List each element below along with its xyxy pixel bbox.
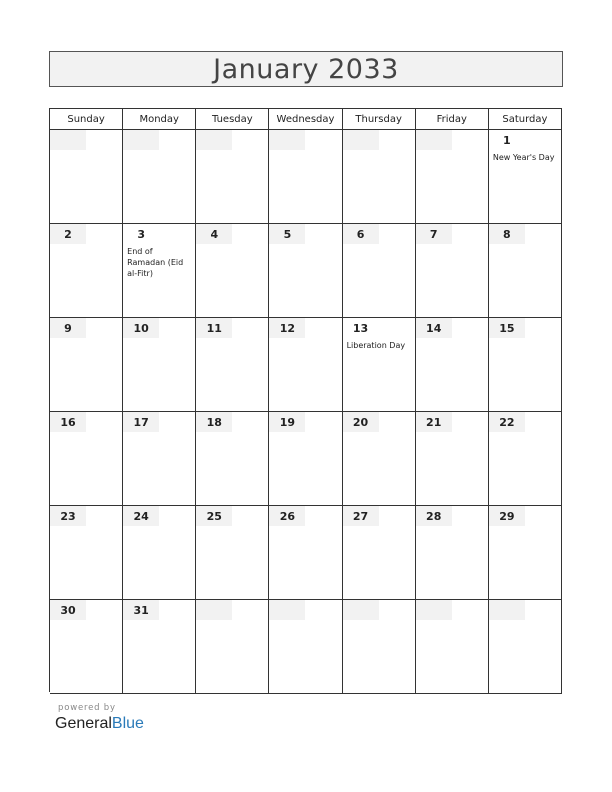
week-row [50, 130, 562, 224]
day-cell [269, 506, 342, 600]
day-cell [343, 506, 416, 600]
day-cell [489, 318, 562, 412]
day-number: 7 [416, 224, 452, 244]
day-number [416, 600, 452, 620]
day-number: 31 [123, 600, 159, 620]
day-number: 20 [343, 412, 379, 432]
day-number [343, 600, 379, 620]
day-cell [196, 412, 269, 506]
day-number: 5 [269, 224, 305, 244]
powered-by-label: powered by [58, 703, 116, 713]
calendar-title: January 2033 [49, 51, 563, 87]
day-cell [123, 130, 196, 224]
day-cell [196, 600, 269, 694]
day-number: 1 [503, 133, 511, 147]
day-number: 9 [50, 318, 86, 338]
calendar-grid [49, 108, 562, 692]
brand-blue-text: Blue [111, 715, 144, 732]
day-number: 26 [269, 506, 305, 526]
weekday-saturday: Saturday [489, 109, 562, 130]
day-number: 18 [196, 412, 232, 432]
day-cell [416, 600, 489, 694]
day-number: 3 [137, 227, 145, 241]
day-number [50, 130, 86, 150]
day-cell [196, 130, 269, 224]
day-cell [489, 412, 562, 506]
day-number: 2 [50, 224, 86, 244]
day-cell [123, 224, 196, 318]
day-cell [489, 600, 562, 694]
brand-logo [55, 715, 144, 733]
day-cell [269, 600, 342, 694]
day-cell [269, 412, 342, 506]
week-row [50, 506, 562, 600]
day-cell [269, 130, 342, 224]
day-number: 15 [489, 318, 525, 338]
day-number: 27 [343, 506, 379, 526]
day-cell [123, 506, 196, 600]
brand-general-text: General [55, 715, 112, 732]
day-cell [123, 412, 196, 506]
day-cell [196, 506, 269, 600]
day-number: 14 [416, 318, 452, 338]
day-number: 25 [196, 506, 232, 526]
day-number: 22 [489, 412, 525, 432]
day-cell [196, 318, 269, 412]
day-cell [416, 506, 489, 600]
day-number [269, 130, 305, 150]
weekday-tuesday: Tuesday [196, 109, 269, 130]
day-cell [416, 224, 489, 318]
day-number: 16 [50, 412, 86, 432]
day-number [489, 600, 525, 620]
day-number [343, 130, 379, 150]
day-number [196, 130, 232, 150]
week-row [50, 600, 562, 694]
day-cell [269, 224, 342, 318]
week-row [50, 318, 562, 412]
weekday-wednesday: Wednesday [269, 109, 342, 130]
day-cell [343, 318, 416, 412]
day-number [196, 600, 232, 620]
day-cell [489, 506, 562, 600]
holiday-label: End of Ramadan (Eid al-Fitr) [127, 247, 184, 278]
day-cell [50, 130, 123, 224]
day-cell [416, 412, 489, 506]
day-number: 12 [269, 318, 305, 338]
weekday-friday: Friday [416, 109, 489, 130]
weekday-sunday: Sunday [50, 109, 123, 130]
day-number: 10 [123, 318, 159, 338]
day-number [416, 130, 452, 150]
day-cell [123, 318, 196, 412]
day-number: 30 [50, 600, 86, 620]
day-number: 8 [489, 224, 525, 244]
day-cell [50, 506, 123, 600]
day-number: 23 [50, 506, 86, 526]
day-cell [489, 130, 562, 224]
day-number: 28 [416, 506, 452, 526]
day-number: 17 [123, 412, 159, 432]
day-number: 19 [269, 412, 305, 432]
day-cell [343, 412, 416, 506]
week-row [50, 412, 562, 506]
weeks-container [50, 130, 562, 694]
day-number: 13 [352, 321, 369, 335]
day-cell [269, 318, 342, 412]
weekday-monday: Monday [123, 109, 196, 130]
day-cell [196, 224, 269, 318]
day-number [269, 600, 305, 620]
holiday-label: Liberation Day [346, 341, 406, 350]
weekday-thursday: Thursday [343, 109, 416, 130]
day-cell [50, 412, 123, 506]
day-number: 6 [343, 224, 379, 244]
day-number: 29 [489, 506, 525, 526]
week-row [50, 224, 562, 318]
day-cell [343, 600, 416, 694]
day-cell [50, 224, 123, 318]
day-number: 24 [123, 506, 159, 526]
day-cell [416, 318, 489, 412]
day-cell [343, 224, 416, 318]
day-cell [343, 130, 416, 224]
day-number: 4 [196, 224, 232, 244]
day-cell [50, 318, 123, 412]
day-cell [489, 224, 562, 318]
day-number: 11 [196, 318, 232, 338]
holiday-label: New Year's Day [492, 153, 555, 162]
day-cell [416, 130, 489, 224]
day-cell [123, 600, 196, 694]
day-cell [50, 600, 123, 694]
day-number: 21 [416, 412, 452, 432]
day-number [123, 130, 159, 150]
weekday-header-row [50, 109, 562, 130]
